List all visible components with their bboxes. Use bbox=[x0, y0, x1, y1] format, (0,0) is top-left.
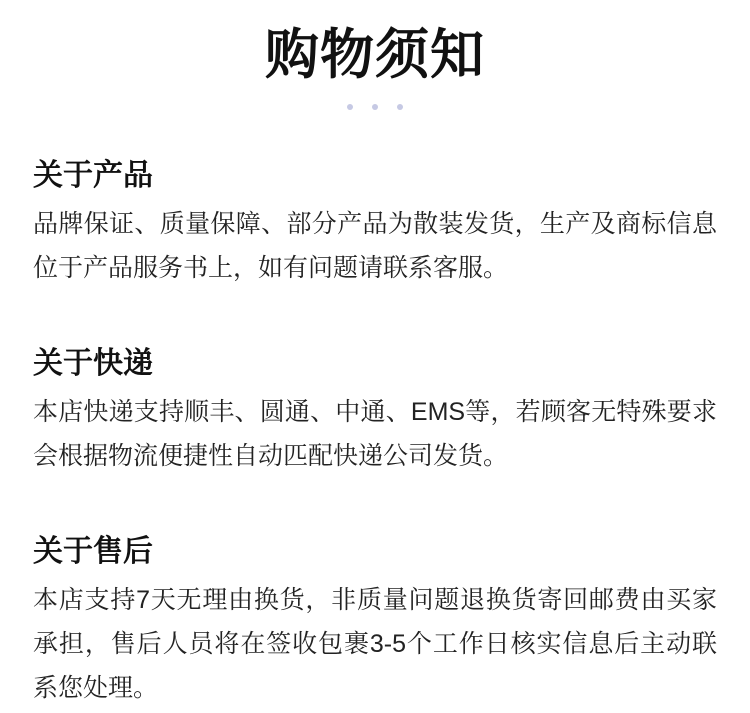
section-products bbox=[33, 157, 717, 290]
section-aftersales bbox=[33, 533, 717, 710]
section-shipping-heading: 关于快递 bbox=[33, 347, 153, 380]
section-aftersales-heading: 关于售后 bbox=[33, 535, 153, 568]
dot-icon bbox=[347, 104, 353, 110]
section-products-heading: 关于产品 bbox=[33, 159, 153, 192]
section-aftersales-body: 本店支持7天无理由换货，非质量问题退换货寄回邮费由买家承担，售后人员将在签收包裹3-5个工作日核实信息后主动联系您处理。 bbox=[33, 586, 717, 702]
dot-icon bbox=[372, 104, 378, 110]
dots-divider bbox=[33, 102, 717, 112]
dot-icon bbox=[397, 104, 403, 110]
section-shipping-body: 本店快递支持顺丰、圆通、中通、EMS等，若顾客无特殊要求会根据物流便捷性自动匹配快递公司发货。 bbox=[33, 398, 717, 470]
section-products-body: 品牌保证、质量保障、部分产品为散装发货，生产及商标信息位于产品服务书上，如有问题请联系客服。 bbox=[33, 210, 717, 282]
section-shipping bbox=[33, 345, 717, 478]
page-title: 购物须知 bbox=[265, 25, 485, 85]
